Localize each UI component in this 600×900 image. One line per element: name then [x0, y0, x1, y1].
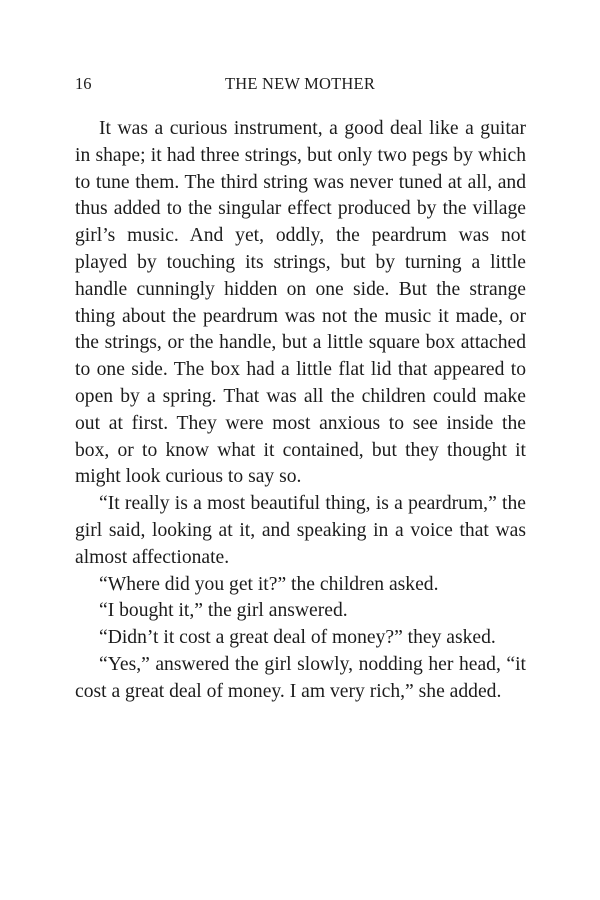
- paragraph: “Didn’t it cost a great deal of money?” they asked.: [99, 627, 496, 649]
- paragraph: “It really is a most beautiful thing, is a peardrum,” the girl said, looking at it, and speaking in a voice that was almost affectionate.: [75, 493, 526, 568]
- paragraph: “I bought it,” the girl answered.: [99, 600, 348, 622]
- running-head: [0, 72, 600, 96]
- paragraph: “Where did you get it?” the children asked.: [99, 573, 439, 595]
- body-text: [75, 116, 526, 706]
- paragraph: It was a curious instrument, a good deal like a guitar in shape; it had three strings, but only two pegs by which to tune them. The third string was never tuned at all, and thus added to the singular effect produced by the village girl’s music. And yet, oddly, the peardrum was not played by touching its strings, but by turning a little handle cunningly hidden on one side. But the strange thing about the peardrum was not the music it made, or the strings, or the handle, but a little square box attached to one side. The box had a little flat lid that appeared to open by a spring. That was all the children could make out at first. They were most anxious to see inside the box, or to know what it contained, but they thought it might look curious to say so.: [75, 118, 526, 488]
- running-title: THE NEW MOTHER: [224, 74, 376, 93]
- paragraph: “Yes,” answered the girl slowly, nodding her head, “it cost a great deal of money. I am very rich,” she added.: [75, 653, 526, 702]
- page-number: 16: [75, 74, 92, 93]
